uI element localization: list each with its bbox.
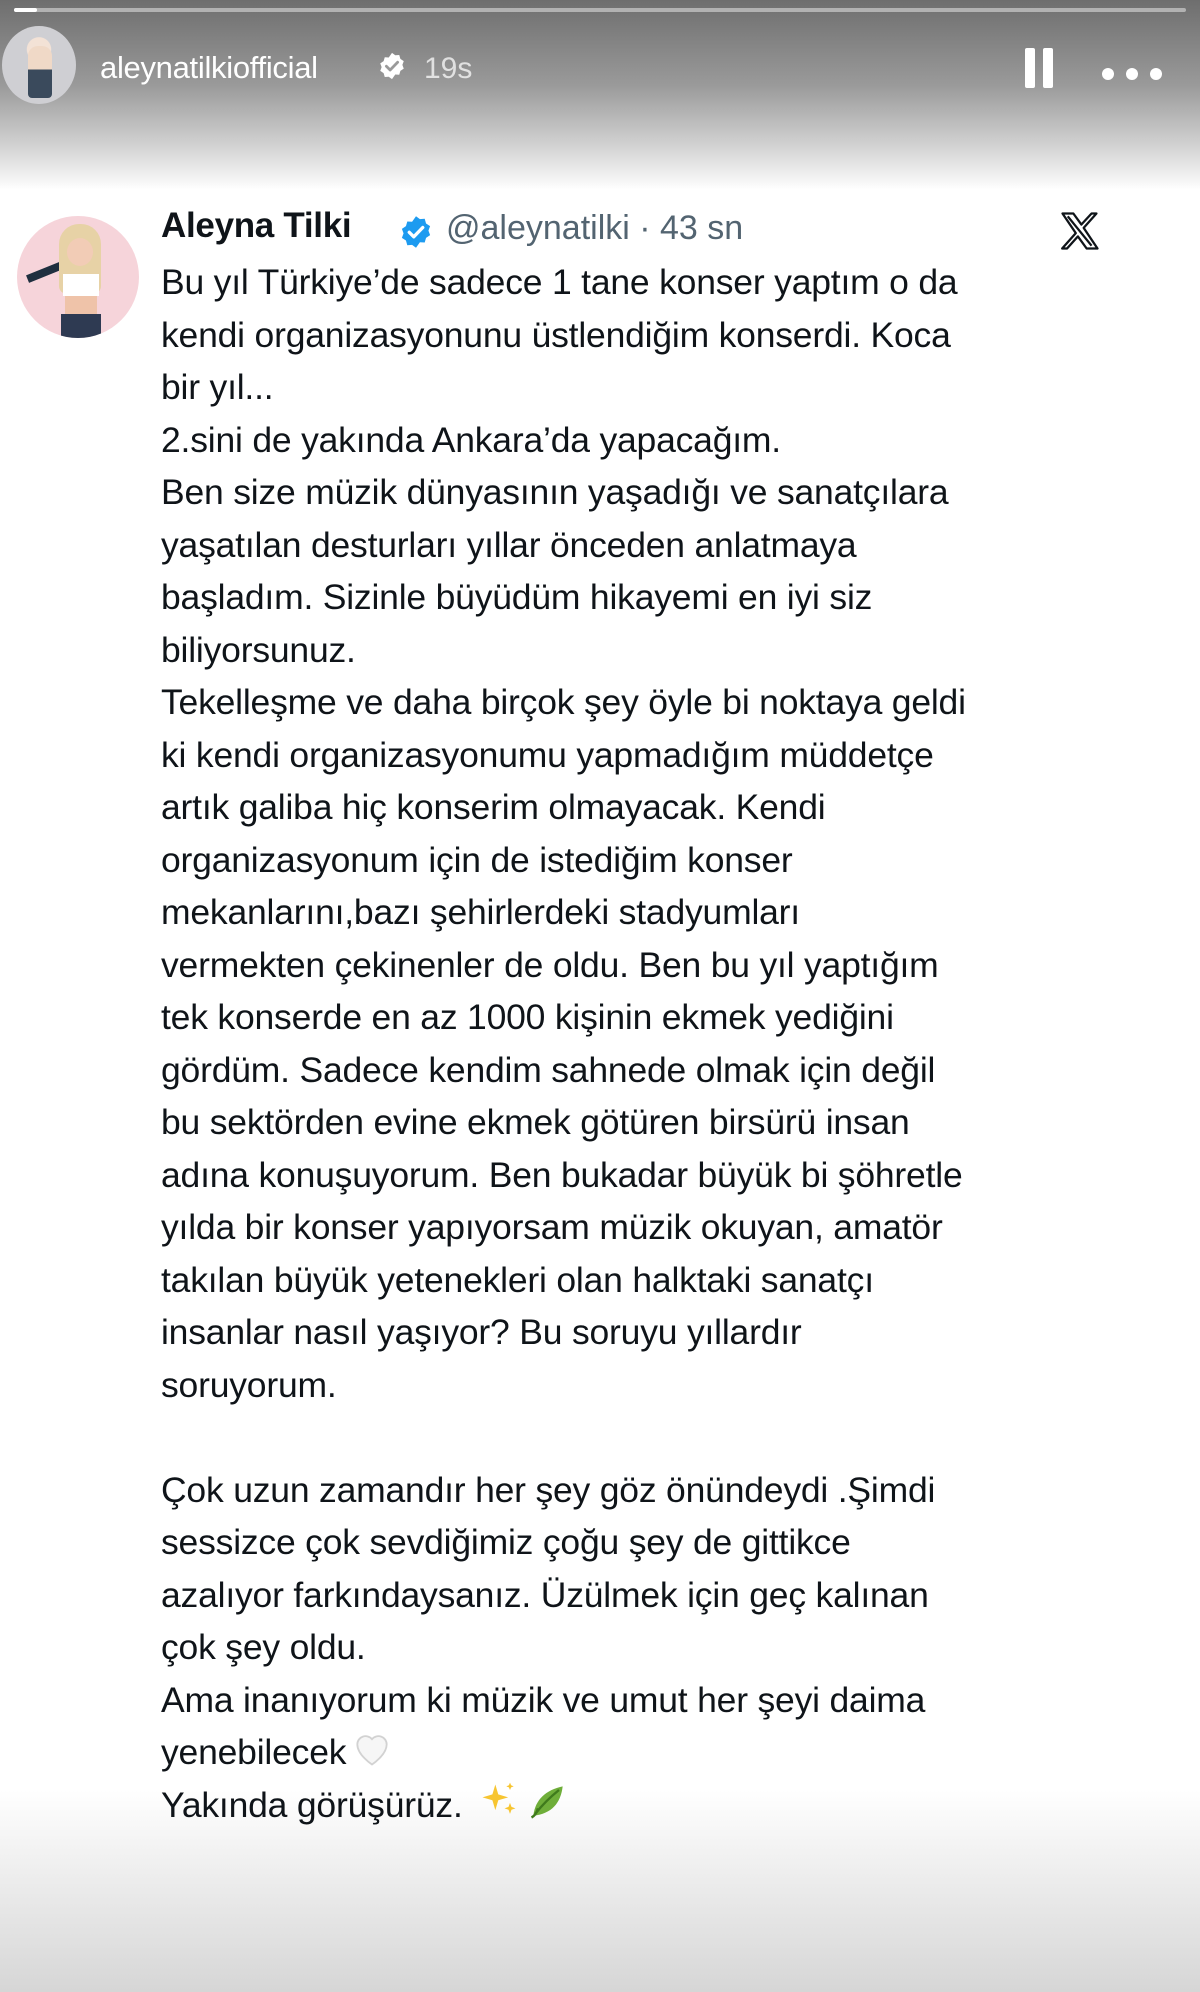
tweet-line-with-emoji (161, 1779, 1161, 1832)
tweet-line: adına konuşuyorum. Ben bukadar büyük bi şöhretle (161, 1154, 963, 1195)
sparkles-icon (477, 1779, 521, 1823)
tweet-line: artık galiba hiç konserim olmayacak. Kendi (161, 787, 826, 827)
tweet-line-text: yenebilecek (161, 1732, 347, 1772)
tweet-text (161, 256, 1161, 1831)
story-avatar[interactable] (2, 26, 76, 104)
tweet-blank-line (161, 1411, 1161, 1464)
story-username[interactable]: aleynatilkiofficial (100, 50, 318, 85)
tweet-line: vermekten çekinenler de oldu. Ben bu yıl yaptığım (161, 944, 939, 985)
tweet-line: sessizce çok sevdiğimiz çoğu şey de gittikce (161, 1522, 851, 1562)
tweet-line: Ben size müzik dünyasının yaşadığı ve sanatçılara (161, 472, 949, 512)
story-header (0, 20, 1200, 120)
more-icon[interactable] (1102, 68, 1162, 82)
tweet-avatar[interactable] (17, 216, 139, 338)
tweet-line: Tekelleşme ve daha birçok şey öyle bi noktaya geldi (161, 682, 966, 722)
tweet-line: insanlar nasıl yaşıyor? Bu soruyu yıllardır (161, 1312, 802, 1352)
tweet-line-with-heart (161, 1726, 1161, 1779)
story-time: 19s (424, 52, 473, 85)
tweet-line: azalıyor farkındaysanız. Üzülmek için geç kalınan (161, 1574, 929, 1615)
tweet-line: mekanlarını,bazı şehirlerdeki stadyumları (161, 892, 800, 932)
tweet-line: yaşatılan desturları yıllar önceden anlatmaya (161, 524, 857, 565)
tweet-author-name[interactable]: Aleyna Tilki (161, 206, 352, 245)
tweet-line: tek konserde en az 1000 kişinin ekmek yediğini (161, 997, 894, 1037)
tweet-line: 2.sini de yakında Ankara’da yapacağım. (161, 419, 781, 460)
verified-badge-icon (398, 214, 434, 250)
white-heart-icon (350, 1726, 394, 1770)
herb-icon (525, 1779, 571, 1823)
tweet-line: biliyorsunuz. (161, 629, 356, 670)
tweet-line: bu sektörden evine ekmek götüren birsürü insan (161, 1102, 910, 1142)
avatar-figure (28, 46, 52, 98)
tweet-line: ki kendi organizasyonumu yapmadığım müddetçe (161, 734, 934, 775)
x-logo-icon (1058, 210, 1102, 252)
tweet-line: Çok uzun zamandır her şey göz önündeydi .Şimdi (161, 1469, 936, 1510)
tweet-line: kendi organizasyonunu üstlendiğim konserdi. Koca (161, 314, 951, 355)
tweet-line: bir yıl... (161, 367, 274, 407)
tweet-line: gördüm. Sadece kendim sahnede olmak için değil (161, 1049, 936, 1090)
tweet-line: başladım. Sizinle büyüdüm hikayemi en iyi siz (161, 577, 873, 617)
tweet-line: takılan büyük yetenekleri olan halktaki sanatçı (161, 1259, 874, 1300)
tweet-line: yılda bir konser yapıyorsam müzik okuyan, amatör (161, 1207, 943, 1247)
tweet-line-text: Yakında görüşürüz. (161, 1784, 463, 1825)
tweet-line: çok şey oldu. (161, 1627, 366, 1667)
tweet-line: Ama inanıyorum ki müzik ve umut her şeyi daima (161, 1679, 926, 1720)
story-progress-bar (14, 8, 1186, 12)
tweet-line: organizasyonum için de istediğim konser (161, 839, 793, 880)
pause-icon[interactable] (1025, 48, 1055, 90)
tweet-line: Bu yıl Türkiye’de sadece 1 tane konser yaptım o da (161, 262, 958, 302)
story-progress-fill (14, 8, 37, 12)
tweet-line: soruyorum. (161, 1364, 337, 1405)
tweet-handle-time: @aleynatilki · 43 sn (446, 209, 744, 247)
tweet-card (0, 196, 1200, 1856)
verified-badge-icon (377, 51, 407, 81)
